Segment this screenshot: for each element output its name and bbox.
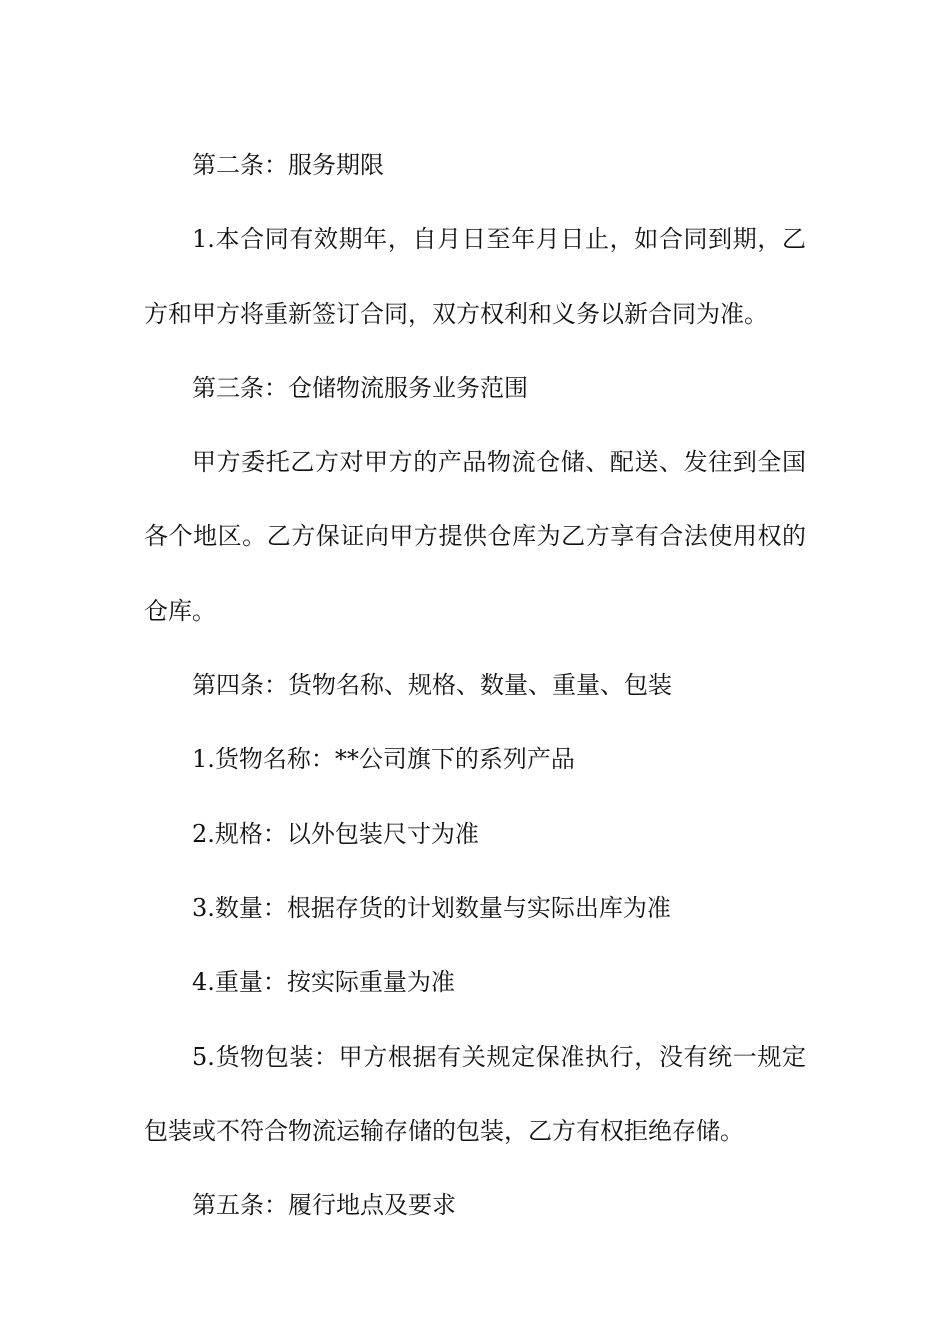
clause-goods-packaging: 5.货物包装：甲方根据有关规定保准执行，没有统一规定包装或不符合物流运输存储的包装，乙方有权拒绝存储。 [144, 1042, 806, 1145]
clause-service-term: 1.本合同有效期年，自月日至年月日止，如合同到期，乙方和甲方将重新签订合同，双方权利和义务以新合同为准。 [144, 225, 806, 328]
section-heading-article-2: 第二条：服务期限 [192, 151, 384, 179]
contract-body [144, 128, 806, 1242]
clause-goods-weight: 4.重量：按实际重量为准 [192, 968, 455, 997]
clause-goods-spec: 2.规格：以外包装尺寸为准 [192, 819, 479, 848]
section-heading-article-5: 第五条：履行地点及要求 [192, 1191, 456, 1220]
clause-service-scope: 甲方委托乙方对甲方的产品物流仓储、配送、发往到全国各个地区。乙方保证向甲方提供仓库为乙方享有合法使用权的仓库。 [144, 448, 806, 625]
clause-goods-quantity: 3.数量：根据存货的计划数量与实际出库为准 [192, 893, 671, 922]
clause-goods-name: 1.货物名称：**公司旗下的系列产品 [192, 745, 575, 774]
section-heading-article-4: 第四条：货物名称、规格、数量、重量、包装 [192, 671, 672, 700]
section-heading-article-3: 第三条：仓储物流服务业务范围 [192, 373, 528, 402]
